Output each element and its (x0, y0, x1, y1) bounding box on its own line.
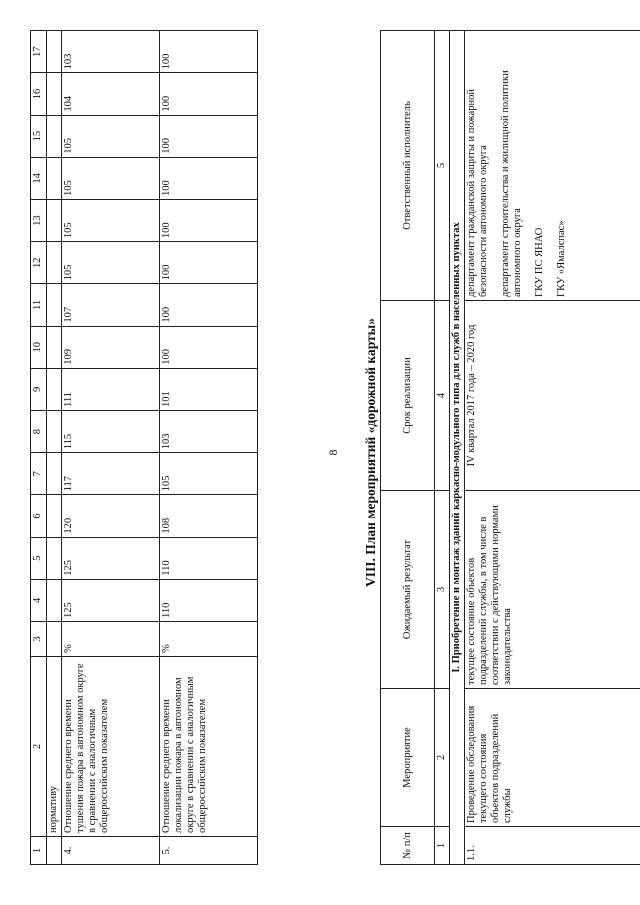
row-number: 5. (160, 837, 258, 865)
row-number: 1.1. (465, 827, 640, 865)
indicators-table (30, 30, 258, 865)
value-cell: 103 (62, 31, 160, 73)
responsible (465, 31, 640, 301)
header-row (381, 31, 435, 865)
header-cell: Ответственный исполнитель (381, 31, 435, 301)
table-row (465, 31, 640, 865)
value-cell: 105 (62, 242, 160, 284)
column-numbers-row (31, 31, 47, 865)
value-cell: 108 (160, 495, 258, 537)
value-cell: 110 (160, 579, 258, 621)
indicator-name: Отношение среднего времени локализации пожара в автономном округе в сравнении с аналогичным общероссийским показателем (160, 657, 258, 837)
column-number: 8 (31, 410, 47, 452)
value-cell: 100 (160, 284, 258, 326)
column-number: 4 (31, 579, 47, 621)
section-heading-row (450, 31, 465, 865)
column-number: 2 (435, 689, 450, 827)
column-number: 4 (435, 301, 450, 491)
responsible-item: департамент гражданской защиты и пожарной безопасности автономного округа (466, 88, 489, 297)
column-number: 9 (31, 368, 47, 410)
value-cell: 120 (62, 495, 160, 537)
unit: % (160, 622, 258, 657)
value-cell: 105 (62, 115, 160, 157)
value-cell: 110 (160, 537, 258, 579)
expected-result: текущее состояние объектов подразделений службы, в том числе в соответствии с действующими нормами законодательства (465, 491, 640, 689)
value-cell: 100 (160, 242, 258, 284)
responsible-item: департамент строительства и жилищной политики автономного округа (500, 70, 523, 297)
value-cell: 100 (160, 157, 258, 199)
column-number: 16 (31, 73, 47, 115)
column-number: 17 (31, 31, 47, 73)
header-cell: Мероприятие (381, 689, 435, 827)
plan-table (380, 30, 640, 865)
value-cell: 101 (160, 368, 258, 410)
table-row (62, 31, 160, 865)
value-cell: 100 (160, 31, 258, 73)
header-cell: № п/п (381, 827, 435, 865)
column-number: 10 (31, 326, 47, 368)
value-cell: 111 (62, 368, 160, 410)
value-cell: 104 (62, 73, 160, 115)
term: IV квартал 2017 года – 2020 год (465, 301, 640, 491)
column-number: 5 (435, 31, 450, 301)
value-cell: 100 (160, 199, 258, 241)
value-cell: 105 (160, 453, 258, 495)
header-cell: Ожидаемый результат (381, 491, 435, 689)
value-cell: 125 (62, 537, 160, 579)
continuation-row (47, 31, 62, 865)
indicator-name: Отношение среднего времени тушения пожара в автономном округе в сравнении с аналогичным общероссийским показателем (62, 657, 160, 837)
column-number: 12 (31, 242, 47, 284)
value-cell: 100 (160, 73, 258, 115)
column-number: 1 (31, 837, 47, 865)
value-cell: 125 (62, 579, 160, 621)
column-number: 14 (31, 157, 47, 199)
column-number: 3 (31, 622, 47, 657)
header-cell: Срок реализации (381, 301, 435, 491)
column-number: 6 (31, 495, 47, 537)
value-cell: 115 (62, 410, 160, 452)
value-cell: 103 (160, 410, 258, 452)
column-number: 5 (31, 537, 47, 579)
column-number: 2 (31, 657, 47, 837)
column-number: 11 (31, 284, 47, 326)
value-cell: 105 (62, 157, 160, 199)
value-cell: 100 (160, 115, 258, 157)
continuation-text: нормативу (47, 657, 62, 837)
unit: % (62, 622, 160, 657)
value-cell: 100 (160, 326, 258, 368)
activity: Проведение обследования текущего состояния объектов подразделений службы (465, 689, 640, 827)
column-number: 1 (435, 827, 450, 865)
row-number: 4. (62, 837, 160, 865)
column-number: 3 (435, 491, 450, 689)
value-cell: 105 (62, 199, 160, 241)
column-number: 13 (31, 199, 47, 241)
value-cell: 107 (62, 284, 160, 326)
section-title: VIII. План мероприятий «дорожной карты» (363, 318, 378, 587)
header-numbers-row (435, 31, 450, 865)
responsible-item: ГКУ ПС ЯНАО (534, 227, 545, 297)
section-heading: I. Приобретение и монтаж зданий каркасно-модульного типа для служб в населенных пунктах (450, 31, 465, 865)
column-number: 7 (31, 453, 47, 495)
page-number: 8 (326, 449, 340, 456)
value-cell: 109 (62, 326, 160, 368)
column-number: 15 (31, 115, 47, 157)
responsible-item: ГКУ «Ямалспас» (556, 220, 567, 297)
table-row (160, 31, 258, 865)
value-cell: 117 (62, 453, 160, 495)
